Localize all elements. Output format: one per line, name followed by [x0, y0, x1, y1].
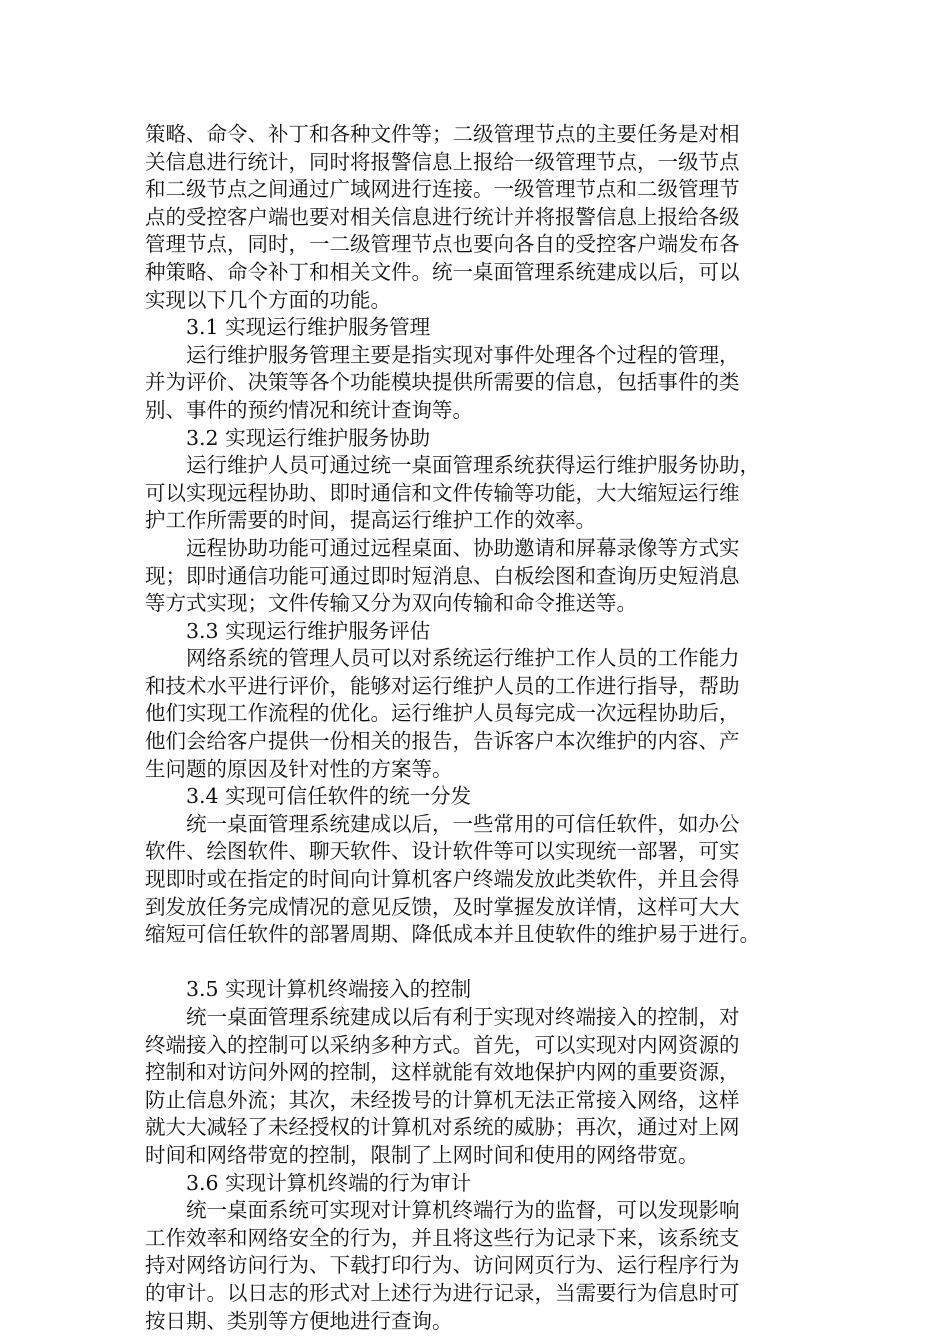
text-line: 工作效率和网络安全的行为，并且将这些行为记录下来，该系统支: [145, 1225, 740, 1250]
text-line: 的审计。以日志的形式对上述行为进行记录，当需要行为信息时可: [145, 1280, 740, 1305]
text-line: 别、事件的预约情况和统计查询等。: [145, 397, 473, 422]
text-line: 现即时或在指定的时间向计算机客户终端发放此类软件，并且会得: [145, 867, 740, 892]
section-3-2-paragraph-2: [145, 535, 810, 618]
section-heading-3-2: 3.2 实现运行维护服务协助: [186, 425, 431, 450]
text-line: 运行维护人员可通过统一桌面管理系统获得运行维护服务协助，: [186, 453, 760, 478]
text-line: 软件、绘图软件、聊天软件、设计软件等可以实现统一部署，可实: [145, 839, 740, 864]
section-heading-3-1: 3.1 实现运行维护服务管理: [186, 315, 431, 340]
text-line: 和技术水平进行评价，能够对运行维护人员的工作进行指导，帮助: [145, 673, 740, 698]
text-line: 按日期、类别等方便地进行查询。: [145, 1308, 453, 1333]
section-3-4-paragraph: [145, 811, 810, 949]
text-line: 等方式实现；文件传输又分为双向传输和命令推送等。: [145, 591, 637, 616]
text-line: 到发放任务完成情况的意见反馈，及时掌握发放详情，这样可大大: [145, 894, 740, 919]
text-line: 生问题的原因及针对性的方案等。: [145, 756, 453, 781]
text-line: 点的受控客户端也要对相关信息进行统计并将报警信息上报给各级: [145, 204, 740, 229]
text-line: 关信息进行统计，同时将报警信息上报给一级管理节点，一级节点: [145, 149, 740, 174]
section-3-1-paragraph: [145, 342, 810, 425]
section-3-3-paragraph: [145, 645, 810, 783]
text-line: 缩短可信任软件的部署周期、降低成本并且使软件的维护易于进行。: [145, 922, 760, 947]
section-heading-3-4: 3.4 实现可信任软件的统一分发: [186, 784, 472, 809]
text-line: 时间和网络带宽的控制，限制了上网时间和使用的网络带宽。: [145, 1142, 699, 1167]
section-heading-3-5: 3.5 实现计算机终端接入的控制: [186, 977, 472, 1002]
text-line: 种策略、命令补丁和相关文件。统一桌面管理系统建成以后，可以: [145, 259, 740, 284]
text-line: 可以实现远程协助、即时通信和文件传输等功能，大大缩短运行维: [145, 480, 740, 505]
text-line: 实现以下几个方面的功能。: [145, 287, 391, 312]
text-line: 和二级节点之间通过广域网进行连接。一级管理节点和二级管理节: [145, 177, 740, 202]
section-3-2-paragraph-1: [145, 452, 810, 535]
text-line: 现；即时通信功能可通过即时短消息、白板绘图和查询历史短消息: [145, 563, 740, 588]
text-line: 管理节点，同时，一二级管理节点也要向各自的受控客户端发布各: [145, 232, 740, 257]
text-line: 他们会给客户提供一份相关的报告，告诉客户本次维护的内容、产: [145, 729, 740, 754]
text-line: 统一桌面管理系统建成以后有利于实现对终端接入的控制，对: [186, 1005, 740, 1029]
blank-line: [145, 949, 810, 977]
text-line: 持对网络访问行为、下载打印行为、访问网页行为、运行程序行为: [145, 1253, 740, 1278]
section-heading-3-3: 3.3 实现运行维护服务评估: [186, 618, 431, 643]
section-3-5-paragraph: [145, 1004, 810, 1170]
text-line: 运行维护服务管理主要是指实现对事件处理各个过程的管理，: [186, 342, 740, 367]
document-page: [145, 121, 810, 1335]
section-3-6-paragraph: [145, 1197, 810, 1335]
text-line: 防止信息外流；其次，未经拨号的计算机无法正常接入网络，这样: [145, 1087, 740, 1112]
text-line: 控制和对访问外网的控制，这样就能有效地保护内网的重要资源，: [145, 1060, 740, 1085]
text-line: 就大大减轻了未经授权的计算机对系统的威胁；再次，通过对上网: [145, 1115, 740, 1140]
text-line: 策略、命令、补丁和各种文件等；二级管理节点的主要任务是对相: [145, 122, 740, 146]
text-line: 远程协助功能可通过远程桌面、协助邀请和屏幕录像等方式实: [186, 535, 740, 560]
text-line: 终端接入的控制可以采纳多种方式。首先，可以实现对内网资源的: [145, 1032, 740, 1057]
text-line: 他们实现工作流程的优化。运行维护人员每完成一次远程协助后，: [145, 701, 740, 726]
text-line: 统一桌面系统可实现对计算机终端行为的监督，可以发现影响: [186, 1198, 740, 1223]
text-line: 护工作所需要的时间，提高运行维护工作的效率。: [145, 508, 596, 533]
intro-paragraph: [145, 121, 810, 314]
text-line: 统一桌面管理系统建成以后，一些常用的可信任软件，如办公: [186, 811, 740, 836]
section-heading-3-6: 3.6 实现计算机终端的行为审计: [186, 1170, 472, 1195]
text-line: 网络系统的管理人员可以对系统运行维护工作人员的工作能力: [186, 646, 740, 671]
text-line: 并为评价、决策等各个功能模块提供所需要的信息，包括事件的类: [145, 370, 740, 395]
